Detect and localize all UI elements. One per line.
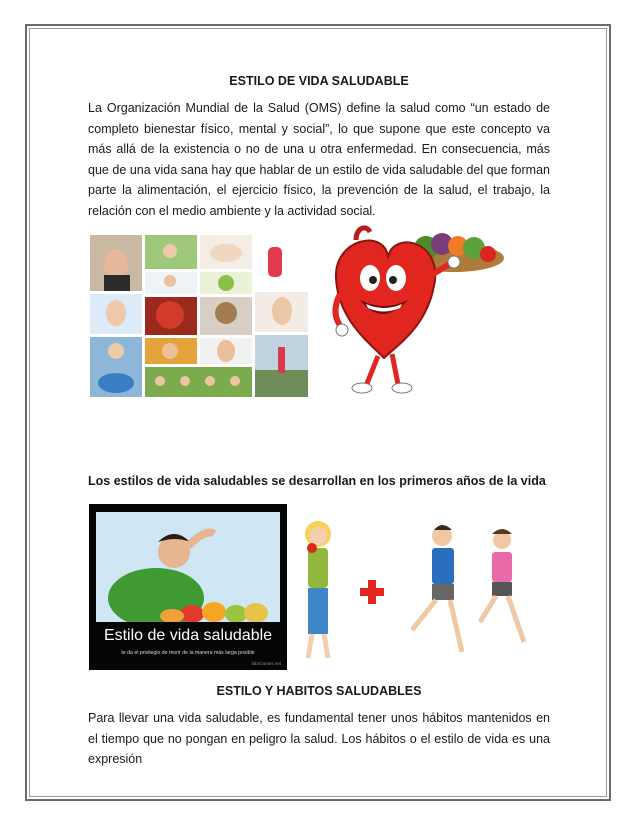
section-paragraph: Para llevar una vida saludable, es fundamental tener unos hábitos mantenidos en el tiempo que no pongan en peligro la salud. Los hábitos o el estilo de vida es una expresión	[88, 711, 550, 767]
poster-subcaption: te da el privilegio de morir de la manera más larga posible	[121, 650, 255, 656]
girl-and-runners-image	[292, 512, 542, 670]
poster-caption: Estilo de vida saludable	[103, 627, 273, 644]
poster-watermark: fabricantes.net	[251, 661, 281, 666]
man-eating-fruit-illustration	[96, 512, 280, 622]
poster-photo	[96, 512, 280, 622]
heart-mascot-image	[326, 218, 504, 400]
intro-paragraph: La Organización Mundial de la Salud (OMS) define la salud como “un estado de completo bienestar físico, mental y social”, lo que supone que este concepto va más allá de la existencia o no de una u otra enfermedad. En consecuencia, más que de una vida sana hay que hablar de un estilo de vida saludable del que forman parte la alimentación, el ejercicio físico, la prevención de la salud, el trabajo, la relación con el medio ambiente y la actividad social.	[88, 101, 550, 218]
section-subheading: Los estilos de vida saludables se desarrollan en los primeros años de la vida	[88, 474, 546, 488]
photo-collage-image	[90, 235, 308, 397]
document-title: ESTILO DE VIDA SALUDABLE	[229, 74, 409, 88]
section-title: ESTILO Y HABITOS SALUDABLES	[216, 684, 422, 698]
healthy-lifestyle-poster	[89, 504, 287, 670]
